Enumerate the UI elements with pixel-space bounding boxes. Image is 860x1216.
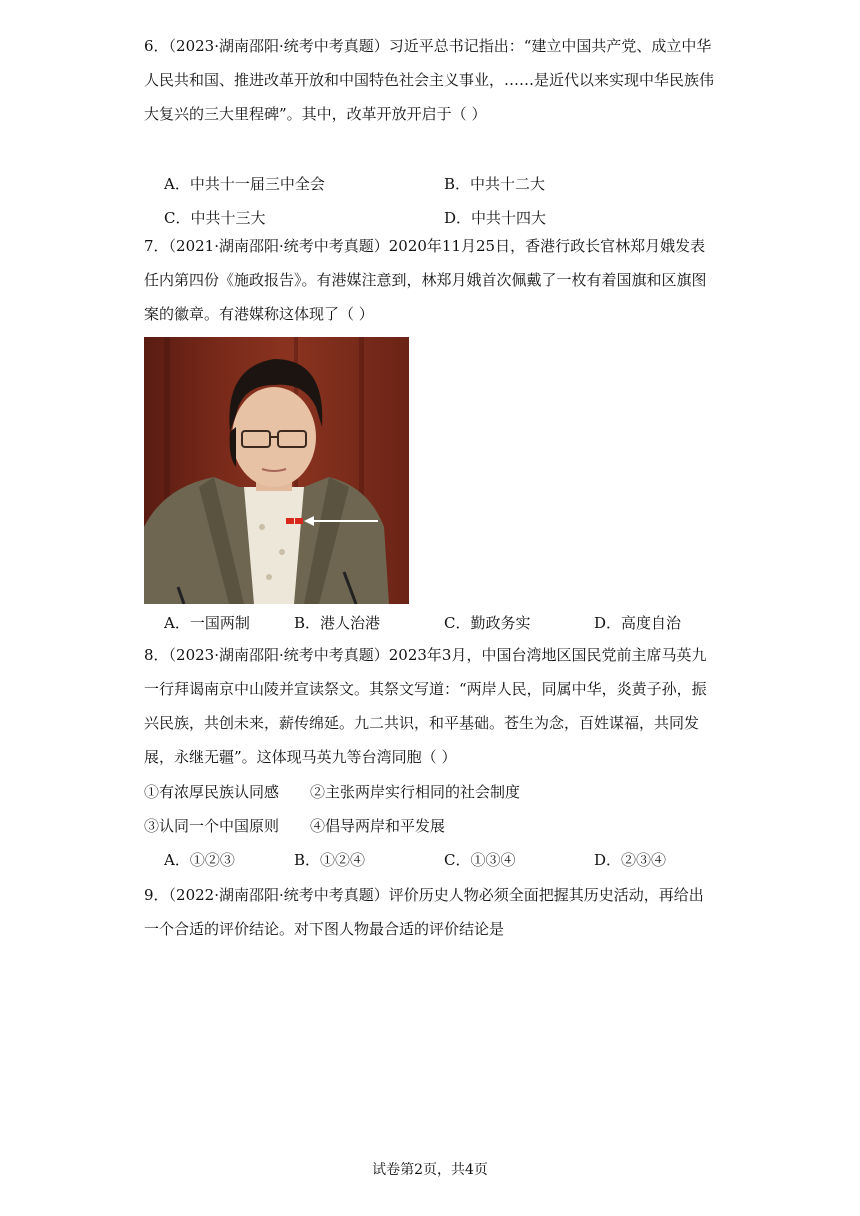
q6-option-c[interactable]: C．中共十三大 — [164, 209, 266, 227]
q8-statement-1: ①有浓厚民族认同感 — [144, 783, 280, 801]
q6-option-b[interactable]: B．中共十二大 — [444, 175, 546, 193]
q8-statement-4: ④倡导两岸和平发展 — [310, 817, 446, 835]
q7-option-a[interactable]: A．一国两制 — [164, 614, 250, 632]
q6-option-a[interactable]: A．中共十一届三中全会 — [164, 175, 325, 193]
q7-photo — [144, 337, 409, 604]
question-8-stem: 8．（2023·湖南邵阳·统考中考真题）2023年3月，中国台湾地区国民党前主席马英九一行拜谒南京中山陵并宣读祭文。其祭文写道：“两岸人民，同属中华，炎黄子孙，振兴民族，共创未来，薪传绵延。九二共识，和平基础。苍生为念，百姓谋福，共同发展，永继无疆”。这体现马英九等台湾同胞（ ） — [144, 646, 707, 766]
q8-statement-3: ③认同一个中国原则 — [144, 817, 280, 835]
photo-illustration — [144, 337, 409, 604]
question-9-stem: 9．（2022·湖南邵阳·统考中考真题）评价历史人物必须全面把握其历史活动，再给出一个合适的评价结论。对下图人物最合适的评价结论是 — [144, 886, 704, 938]
page-footer: 试卷第2页，共4页 — [372, 1162, 488, 1178]
question-6-stem: 6．（2023·湖南邵阳·统考中考真题）习近平总书记指出：“建立中国共产党、成立中华人民共和国、推进改革开放和中国特色社会主义事业，……是近代以来实现中华民族伟大复兴的三大里程碑”。其中，改革开放开启于（ ） — [144, 37, 715, 123]
q8-option-c[interactable]: C．①③④ — [444, 851, 516, 869]
q7-option-b[interactable]: B．港人治港 — [294, 614, 381, 632]
question-7-stem: 7．（2021·湖南邵阳·统考中考真题）2020年11月25日，香港行政长官林郑月娥发表任内第四份《施政报告》。有港媒注意到，林郑月娥首次佩戴了一枚有着国旗和区旗图案的徽章。有港媒称这体现了（ ） — [144, 237, 707, 323]
q8-statement-2: ②主张两岸实行相同的社会制度 — [310, 783, 521, 801]
q8-option-a[interactable]: A．①②③ — [164, 851, 235, 869]
q7-option-c[interactable]: C．勤政务实 — [444, 614, 531, 632]
q7-option-d[interactable]: D．高度自治 — [594, 614, 682, 632]
q6-option-d[interactable]: D．中共十四大 — [444, 209, 547, 227]
q8-option-d[interactable]: D．②③④ — [594, 851, 667, 869]
q8-option-b[interactable]: B．①②④ — [294, 851, 366, 869]
